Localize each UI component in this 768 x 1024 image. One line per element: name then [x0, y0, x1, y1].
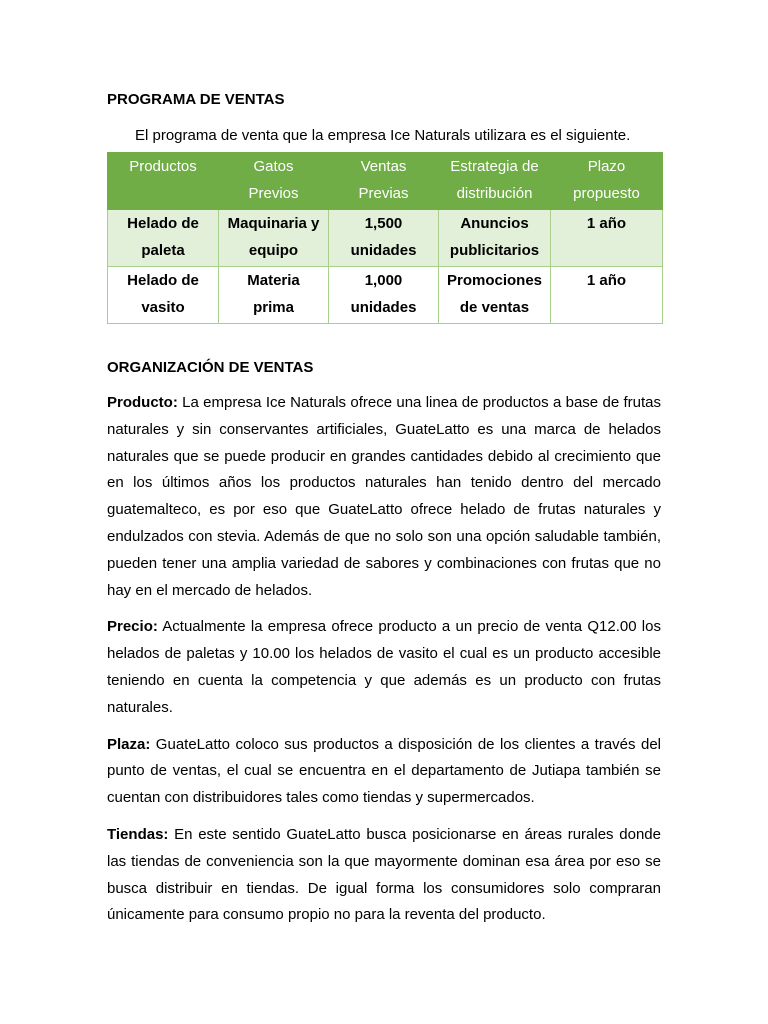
paragraph-label: Producto:	[107, 394, 178, 411]
table-cell: Helado de paleta	[108, 210, 219, 267]
paragraph-text: Actualmente la empresa ofrece producto a un precio de venta Q12.00 los helados de paletas y 10.00 los helados de vasito el cual es un producto accesible teniendo en cuenta la competencia y que además es un producto con frutas naturales.	[107, 618, 661, 716]
table-header-row	[108, 153, 663, 210]
table-cell: Anuncios publicitarios	[439, 210, 551, 267]
header-cell: Gatos Previos	[219, 153, 329, 210]
paragraph-label: Plaza:	[107, 735, 151, 753]
table-cell: Materia prima	[219, 267, 329, 324]
paragraph-text: GuateLatto coloco sus productos a disposición de los clientes a través del punto de ventas, el cual se encuentra en el departamento de Jutiapa también se cuentan con distribuidores tales como tiendas y supermercados.	[107, 735, 661, 807]
table-cell: 1 año	[551, 267, 663, 324]
table-row	[108, 210, 663, 267]
table-cell: Maquinaria y equipo	[219, 210, 329, 267]
paragraph-label: Precio:	[107, 618, 158, 636]
paragraph-producto	[107, 390, 661, 604]
paragraph-label: Tiendas:	[107, 825, 169, 843]
table-cell: Promociones de ventas	[439, 267, 551, 324]
section-title-programa: PROGRAMA DE VENTAS	[107, 91, 285, 108]
table-cell: 1,500 unidades	[329, 210, 439, 267]
paragraph-plaza	[107, 732, 661, 812]
paragraph-tiendas	[107, 822, 661, 929]
table-cell: 1,000 unidades	[329, 267, 439, 324]
paragraph-text: En este sentido GuateLatto busca posicionarse en áreas rurales donde las tiendas de conveniencia son la que mayormente dominan esa área por eso se busca distribuir en tiendas. De igual forma los consumidores solo compraran únicamente para consumo propio no para la reventa del producto.	[107, 825, 661, 924]
paragraph-text: La empresa Ice Naturals ofrece una linea de productos a base de frutas naturales y sin conservantes artificiales, GuateLatto es una marca de helados naturales que se puede producir en grandes cantidades debido al crecimiento que en los últimos años los productos naturales han tenido dentro del mercado guatemalteco, es por eso que GuateLatto ofrece helado de frutas naturales y endulzados con stevia. Además de que no solo son una opción saludable también, pueden tener una amplia variedad de sabores y combinaciones con frutas que no hay en el mercado de helados.	[107, 394, 661, 599]
intro-paragraph: El programa de venta que la empresa Ice Naturals utilizara es el siguiente.	[135, 127, 631, 144]
table-cell: Helado de vasito	[108, 267, 219, 324]
document-content	[107, 88, 661, 929]
header-cell: Plazo propuesto	[551, 153, 663, 210]
header-cell: Estrategia de distribución	[439, 153, 551, 210]
section-title-organizacion: ORGANIZACIÓN DE VENTAS	[107, 359, 314, 376]
sales-program-table	[107, 152, 663, 324]
table-row	[108, 267, 663, 324]
header-cell: Productos	[108, 153, 219, 210]
table-cell: 1 año	[551, 210, 663, 267]
header-cell: Ventas Previas	[329, 153, 439, 210]
paragraph-precio	[107, 614, 661, 721]
